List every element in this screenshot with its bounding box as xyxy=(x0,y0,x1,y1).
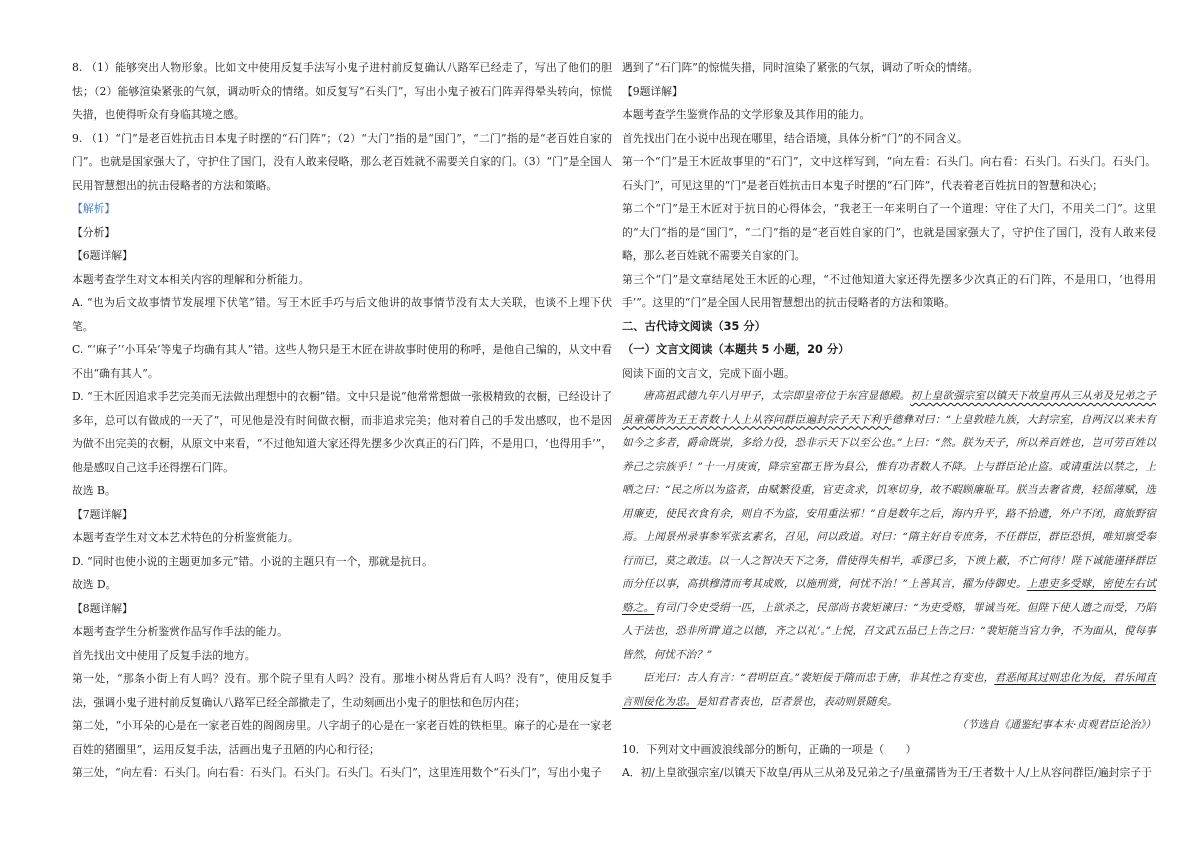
q7-option-d: D. “同时也使小说的主题更加多元”错。小说的主题只有一个，那就是抗日。 xyxy=(72,554,433,568)
q9-step: 首先找出门在小说中出现在哪里，结合语境，具体分析“门”的不同含义。 xyxy=(622,131,968,145)
q9-point-2: 第二个“门”是王木匠对于抗日的心得体会，“我老王一年来明白了一个道理：守住了大门，不用关二门”。这里的“大门”指的是“国门”，“二门”指的是“老百姓自家的门”，也就是国家强大了，守护住了国门，没有人敢来侵略，那么老百姓就不需要关自家的门。 xyxy=(622,202,1156,262)
analysis-heading: 【解析】 xyxy=(72,202,116,215)
underlined-sentence-2: 君恶闻其过则忠化为佞，君乐闻直言则佞化为忠。 xyxy=(622,672,1156,708)
q8-point-3-cont: 遇到了“石门阵”的惊慌失措，同时渲染了紧张的气氛，调动了听众的情绪。 xyxy=(622,61,979,74)
q7-answer: 故选 D。 xyxy=(72,578,117,591)
q9-intro: 本题考查学生鉴赏作品的文学形象及其作用的能力。 xyxy=(622,108,871,121)
subsection-heading: （一）文言文阅读（本题共 5 小题，20 分） xyxy=(622,343,850,356)
q6-option-d: D. “王木匠因追求手艺完美而无法做出理想中的衣橱”错。文中只是说“他常常想做一张极精致的衣橱，已经设计了多年，总可以有做成的一天了”，可见他是没有时间做衣橱，而非追求完美；他对着自己的手发出感叹，也不是因为做不出完美的衣橱，从原文中来看，“不过他知道大家还得先摆多少次真正的石门阵，不是用口，‘也得用手’”，他是感叹自己这手还得摆石门阵。 xyxy=(72,390,612,474)
answer-column-right xyxy=(622,56,1156,785)
reading-instruction: 阅读下面的文言文，完成下面小题。 xyxy=(622,366,795,380)
q8-point-3: 第三处，“向左看：石头门。向右看：石头门。石头门。石头门。石头门”，这里连用数个“石头门”，写出小鬼子 xyxy=(72,766,602,779)
q8-point-2: 第二处，“小耳朵的心是在一家老百姓的阁阁房里。八字胡子的心是在一家老百姓的铁柜里。麻子的心是在一家老百姓的猪圈里”，运用反复手法，活画出鬼子丑陋的内心和行径； xyxy=(72,719,612,756)
passage-2-text-a: 臣光曰：古人有言：“君明臣直。”裴矩佞于隋而忠于唐，非其性之有变也， xyxy=(643,672,995,684)
q9-point-1: 第一个“门”是王木匠故事里的“石门”，文中这样写到，“向左看：石头门。向右看：石头门。石头门。石头门。石头门”，可见这里的“门”是老百姓抗击日本鬼子时摆的“石门阵”，代表着老百姓抗日的智慧和决心； xyxy=(622,155,1156,192)
passage-2-text-b: 是知君者表也，臣者景也，表动则景随矣。 xyxy=(696,695,898,708)
q8-intro: 本题考查学生分析鉴赏作品写作手法的能力。 xyxy=(72,625,288,638)
answer-9: 9. （1）“门”是老百姓抗击日本鬼子时摆的“石门阵”；（2）“大门”指的是“国门”，“二门”指的是“老百姓自家的门”。也就是国家强大了，守护住了国门，没有人敢来侵略，那么老百姓就不需要关自家的门。（3）“门”是全国人民用智慧想出的抗击侵略者的方法和策略。 xyxy=(72,131,612,192)
passage-source: （节选自《通鉴纪事本末·贞观君臣论治》） xyxy=(956,719,1156,731)
q9-point-3: 第三个“门”是文章结尾处王木匠的心理，“不过他知道大家还得先摆多少次真正的石门阵，不是用口，‘也得用手’”。这里的“门”是全国人民用智慧想出的抗击侵略者的方法和策略。 xyxy=(622,272,1156,309)
question-10-option-a: A．初/上皇欲强宗室/以镇天下故皇/再从三从弟及兄弟之子/虽童孺皆为王/王者数十人/上从容问群臣/遍封宗子于 xyxy=(622,766,1152,779)
classical-passage-2 xyxy=(622,667,1156,714)
wavy-underlined-sentence: 初上皇欲强宗室以镇天下故皇再从三从弟及兄弟之子虽童孺皆为王王者数十人上从容问群臣遍封宗子天下利乎 xyxy=(622,390,1157,426)
passage-1-text-b: 德彝对曰：“上皇敦睦九族，大封宗室，自两汉以来未有如今之多者，爵命既崇，多给力役，恐非示天下以至公也。”上曰：“然。朕为天子，所以养百姓也，岂可劳百姓以养己之宗族乎！”十一月庚寅，降宗室郡王皆为县公，惟有功者数人不降。上与群臣论止盗。或请重法以禁之，上哂之曰：“民之所以为盗者，由赋繁役重，官吏贪求，饥寒切身，故不暇顾廉耻耳。朕当去奢省费，轻徭薄赋，选用廉吏，使民衣食有余，则自不为盗，安用重法邪！”自是数年之后，海内升平，路不拾遗，外户不闭，商旅野宿焉。上闻景州录事参军张玄素名，召见，问以政道。对曰：“隋主好自专庶务，不任群臣，群臣恐惧，唯知禀受奉行而已，莫之敢违。以一人之智决天下之务，借使得失相半，乖谬已多，下谀上蔽，不亡何待！陛下诚能谨择群臣而分任以事，高拱穆清而考其成败，以施刑赏，何忧不治！”上善其言，擢为侍御史。 xyxy=(622,413,1156,590)
q7-intro: 本题考查学生对文本艺术特色的分析鉴赏能力。 xyxy=(72,531,299,544)
answer-8: 8. （1）能够突出人物形象。比如文中使用反复手法写小鬼子进村前反复确认八路军已经走了，写出了他们的胆怯；（2）能够渲染紧张的气氛，调动听众的情绪。如反复写“石头门”，写出小鬼子被石门阵弄得晕头转向，惊慌失措，也使得听众有身临其境之感。 xyxy=(72,61,612,121)
passage-1-text-a: 唐高祖武德九年八月甲子，太宗即皇帝位于东宫显德殿。 xyxy=(643,390,911,402)
analysis-label: 【分析】 xyxy=(72,225,116,239)
q8-heading: 【8题详解】 xyxy=(72,601,133,615)
q7-heading: 【7题详解】 xyxy=(72,507,133,521)
q8-step: 首先找出文中使用了反复手法的地方。 xyxy=(72,648,256,662)
q6-option-a: A. “也为后文故事情节发展埋下伏笔”错。写王木匠手巧与后文他讲的故事情节没有太大关联，也谈不上埋下伏笔。 xyxy=(72,296,612,333)
answer-column-left xyxy=(72,56,612,785)
underlined-sentence-1: 上患吏多受赇，密使左右试赂之。 xyxy=(622,578,1157,614)
q6-answer: 故选 B。 xyxy=(72,484,116,497)
q9-heading: 【9题详解】 xyxy=(622,84,683,98)
question-10: 10．下列对文中画波浪线部分的断句，正确的一项是（ ） xyxy=(622,742,917,756)
classical-passage-1 xyxy=(622,385,1156,667)
passage-1-text-c: 有司门令史受绢一匹，上欲杀之，民部尚书裴矩谏曰：“为吏受赂，罪诚当死。但陛下使人遗之而受，乃陷人于法也，恐非所谓‘道之以德，齐之以礼’。”上悦，召文武五品已上告之曰：“裴矩能当官力争，不为面从，傥每事皆然，何忧不治？” xyxy=(622,601,1157,661)
q6-intro: 本题考查学生对文本相关内容的理解和分析能力。 xyxy=(72,272,310,286)
q6-option-c: C. “‘麻子’‘小耳朵’等鬼子均确有其人”错。这些人物只是王木匠在讲故事时使用的称呼，是他自己编的，从文中看不出“确有其人”。 xyxy=(72,343,612,380)
q6-heading: 【6题详解】 xyxy=(72,249,133,262)
section-heading: 二、古代诗文阅读（35 分） xyxy=(622,319,766,333)
q8-point-1: 第一处，“那条小街上有人吗？没有。那个院子里有人吗？没有。那堆小树丛背后有人吗？没有”，使用反复手法，强调小鬼子进村前反复确认八路军已经全部撤走了，生动刻画出小鬼子的胆怯和色厉内荏； xyxy=(72,672,612,709)
